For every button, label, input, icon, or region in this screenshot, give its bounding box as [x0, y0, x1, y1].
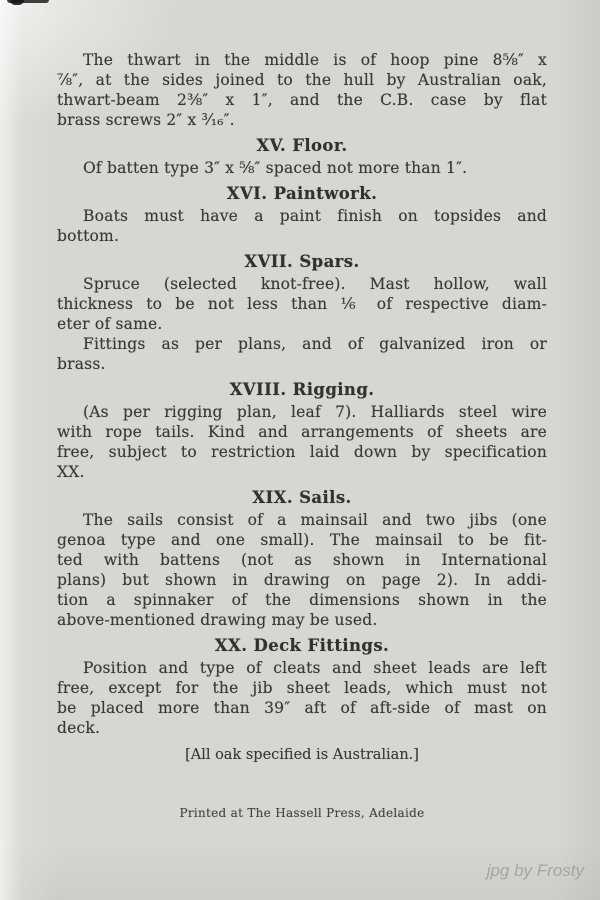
paragraph-line: genoa type and one small). The mainsail to be fit- — [57, 531, 547, 549]
paragraph-line: Position and type of cleats and sheet leads are left — [83, 659, 547, 677]
paragraph-line: deck. — [57, 719, 101, 737]
paragraph-line: eter of same. — [57, 315, 163, 333]
paragraph-line: thickness to be not less than ⅙ of respective diam- — [57, 295, 547, 313]
paragraph-line: brass screws 2″ x ³⁄₁₆″. — [57, 111, 235, 129]
section-heading: XVI. Paintwork. — [226, 184, 378, 203]
paragraph — [57, 274, 547, 334]
paragraph-line: bottom. — [57, 227, 120, 245]
document-content — [57, 50, 547, 821]
paragraph — [57, 50, 547, 130]
paragraph-line: above-mentioned drawing may be used. — [57, 611, 378, 629]
paragraph-line: The thwart in the middle is of hoop pine 8⅝″ x — [83, 51, 547, 69]
paragraph-line: thwart-beam 2⅜″ x 1″, and the C.B. case by flat — [57, 91, 547, 109]
paragraph-line: free, subject to restriction laid down by specification — [57, 443, 547, 461]
paragraph-line: plans) but shown in drawing on page 2). In addi- — [57, 571, 547, 589]
section-heading: XV. Floor. — [256, 136, 348, 155]
paragraph-line: be placed more than 39″ aft of aft-side of mast on — [57, 699, 547, 717]
paragraph-line: with rope tails. Kind and arrangements of sheets are — [57, 423, 547, 441]
paragraph-line: brass. — [57, 355, 106, 373]
printer-imprint: Printed at The Hassell Press, Adelaide — [179, 806, 425, 820]
scan-corner-blob — [10, 0, 24, 5]
paragraph — [57, 402, 547, 482]
paragraph — [57, 510, 547, 630]
section-heading: XVII. Spars. — [244, 252, 360, 271]
section-heading: XIX. Sails. — [252, 488, 352, 507]
paragraph-line: tion a spinnaker of the dimensions shown in the — [57, 591, 547, 609]
paragraph — [57, 206, 547, 246]
section-heading: XVIII. Rigging. — [229, 380, 375, 399]
paragraph-line: The sails consist of a mainsail and two jibs (one — [83, 511, 547, 529]
bracketed-note: [All oak specified is Australian.] — [185, 747, 419, 763]
paragraph-line: ⅞″, at the sides joined to the hull by Australian oak, — [57, 71, 547, 89]
paragraph — [57, 334, 547, 374]
paragraph — [57, 158, 547, 178]
watermark-text: jpg by Frosty — [486, 861, 584, 880]
paragraph — [57, 658, 547, 738]
paragraph-line: free, except for the jib sheet leads, which must not — [57, 679, 547, 697]
paragraph-line: XX. — [57, 463, 85, 481]
section-heading: XX. Deck Fittings. — [214, 636, 390, 655]
paragraph-line: Of batten type 3″ x ⅝″ spaced not more than 1″. — [83, 159, 468, 177]
paragraph-line: Fittings as per plans, and of galvanized iron or — [83, 335, 547, 353]
paragraph-line: (As per rigging plan, leaf 7). Halliards steel wire — [83, 403, 547, 421]
paragraph-line: ted with battens (not as shown in International — [57, 551, 547, 569]
paragraph-line: Spruce (selected knot-free). Mast hollow, wall — [83, 275, 547, 293]
paragraph-line: Boats must have a paint finish on topsides and — [83, 207, 547, 225]
